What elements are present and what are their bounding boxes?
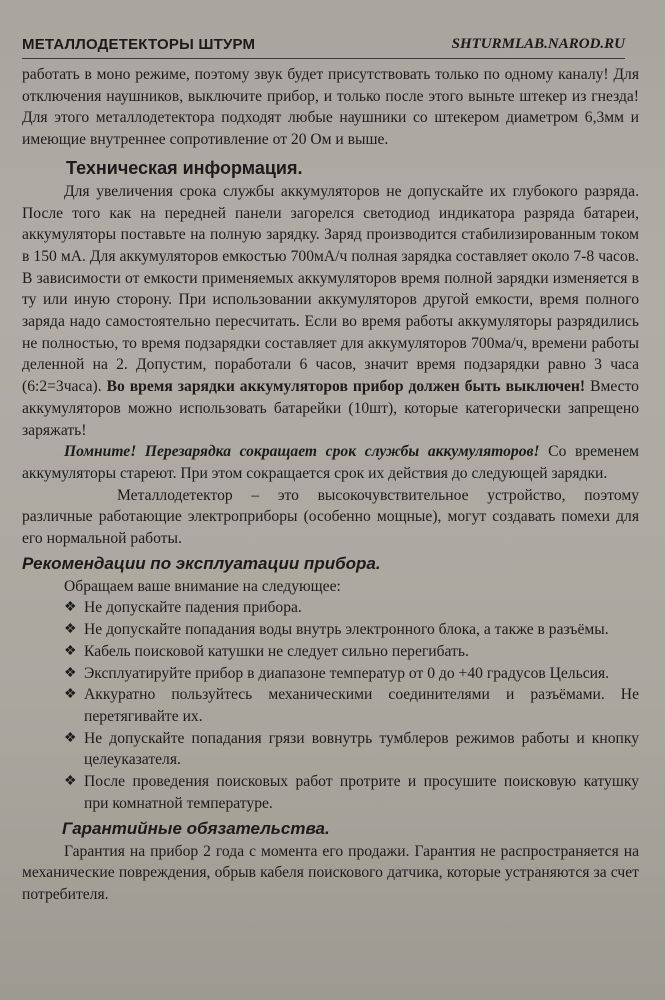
warranty-paragraph: Гарантия на прибор 2 года с момента его продажи. Гарантия не распространяется на механические повреждения, обрыв кабеля поискового датчика, которые устраняются за счет потребителя.	[22, 842, 639, 903]
warranty-heading: Гарантийные обязательства.	[62, 818, 330, 838]
list-item: ❖ Аккуратно пользуйтесь механическими соединителями и разъёмами. Не перетягивайте их.	[64, 686, 639, 725]
tech-charging-tail: Вместо аккумуляторов можно использовать батарейки (10шт), которые категорически запрещено заряжать!	[22, 378, 639, 439]
remember-tail: Со временем аккумуляторы стареют. При этом сокращается срок их действия до следующей зарядки.	[22, 443, 639, 482]
list-item: ❖ Не допускайте попадания грязи вовнутрь тумблеров режимов работы и кнопку целеуказателя.	[64, 729, 639, 769]
tech-paragraph-charging	[22, 181, 639, 441]
tech-info-heading: Техническая информация.	[66, 157, 303, 178]
diamond-bullet-icon: ❖	[64, 774, 77, 790]
recommendations-lead: Обращаем ваше внимание на следующее:	[64, 577, 341, 595]
diamond-bullet-icon: ❖	[64, 665, 77, 681]
diamond-bullet-icon: ❖	[64, 600, 77, 616]
recommendations-list	[22, 597, 639, 814]
diamond-bullet-icon: ❖	[64, 622, 77, 638]
page-content	[22, 64, 639, 906]
diamond-bullet-icon: ❖	[64, 730, 77, 746]
list-item: ❖ Не допускайте падения прибора.	[64, 597, 639, 619]
tech-charging-text: Для увеличения срока службы аккумуляторов не допускайте их глубокого разряда. После того как на передней панели загорелся светодиод индикатора разряда батареи, аккумуляторы поставьте на полную зарядку. Заряд производится стабилизированным током в 150 мА. Для аккумуляторов емкостью 700мА/ч полная зарядка составляет около 7-8 часов. В зависимости от емкости применяемых аккумуляторов время полной зарядки изменяется в ту или иную сторону. При использовании аккумуляторов другой емкости, время полного заряда надо самостоятельно пересчитать. Если во время работы аккумуляторы разрядились не полностью, то время подзарядки составляет для аккумуляторов 700ма/ч, времени работы деленной на 2. Допустим, поработали 6 часов, значит время подзарядки равно 3 часа (6:2=3часа).	[22, 182, 639, 396]
page-header	[22, 28, 625, 59]
intro-paragraph: работать в моно режиме, поэтому звук будет присутствовать только по одному каналу! Для отключения наушников, выключите прибор, и только после этого выньте штекер из гнезда! Для этого металлодетектора подходят любые наушники со штекером диаметром 6,3мм и имеющие внутреннее сопротивление от 20 Ом и выше.	[22, 66, 639, 149]
diamond-bullet-icon: ❖	[64, 687, 77, 703]
header-brand: МЕТАЛЛОДЕТЕКТОРЫ ШТУРМ	[22, 36, 256, 53]
list-item: ❖ После проведения поисковых работ протрите и просушите поисковую катушку при комнатной температуре.	[64, 773, 639, 812]
list-item: ❖ Эксплуатируйте прибор в диапазоне температур от 0 до +40 градусов Цельсия.	[64, 663, 639, 685]
list-item: ❖ Не допускайте попадания воды внутрь электронного блока, а также в разъёмы.	[64, 619, 639, 641]
tech-paragraph-interference: Металлодетектор – это высокочувствительное устройство, поэтому различные работающие электроприборы (особенно мощные), могут создавать помехи для его нормальной работы.	[22, 486, 639, 548]
diamond-bullet-icon: ❖	[64, 643, 77, 659]
tech-charging-warning: Во время зарядки аккумуляторов прибор должен быть выключен!	[106, 378, 586, 396]
remember-note: Помните! Перезарядка сокращает срок службы аккумуляторов!	[64, 443, 540, 461]
header-website: SHTURMLAB.NAROD.RU	[451, 36, 625, 52]
recommendations-heading: Рекомендации по эксплуатации прибора.	[22, 553, 381, 573]
list-item: ❖ Кабель поисковой катушки не следует сильно перегибать.	[64, 641, 639, 663]
tech-paragraph-remember	[22, 441, 639, 484]
